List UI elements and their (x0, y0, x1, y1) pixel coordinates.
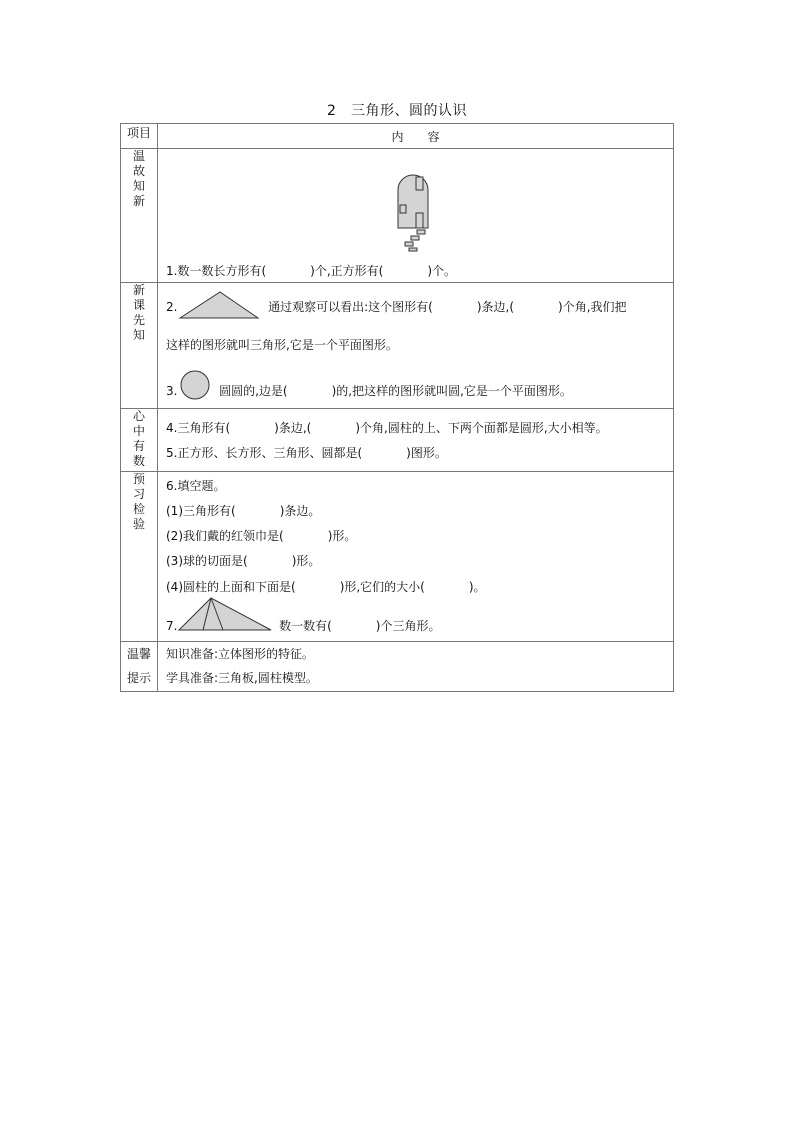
label-new-text: 新课先知 (132, 283, 145, 342)
label-new (121, 283, 158, 409)
label-preview-text: 预习检验 (132, 472, 145, 531)
label-tips-line1: 温馨 (126, 647, 151, 661)
content-tips (158, 642, 674, 692)
question-6-2: (2)我们戴的红领巾是( )形。 (166, 529, 357, 543)
label-preview (121, 472, 158, 642)
label-review (121, 149, 158, 283)
label-heart (121, 409, 158, 472)
header-row (121, 124, 674, 149)
question-1: 1.数一数长方形有( )个,正方形有( )个。 (166, 264, 457, 278)
label-review-text: 温故知新 (132, 149, 145, 208)
content-preview (158, 472, 674, 642)
question-5: 5.正方形、长方形、三角形、圆都是( )图形。 (166, 446, 447, 460)
multi-triangle-figure (177, 596, 273, 632)
question-6: 6.填空题。 (166, 479, 226, 493)
tip-knowledge: 知识准备:立体图形的特征。 (166, 647, 315, 661)
label-heart-text: 心中有数 (132, 409, 145, 468)
question-2-continued: 这样的图形就叫三角形,它是一个平面图形。 (166, 338, 398, 352)
label-tips (121, 642, 158, 692)
content-new (158, 283, 674, 409)
question-2: 2. 通过观察可以看出:这个图形有( )条边,( )个角,我们把 (158, 295, 627, 319)
house-figure (396, 174, 432, 252)
label-tips-line2: 提示 (126, 671, 151, 685)
row-review (121, 149, 674, 283)
question-6-3: (3)球的切面是( )形。 (166, 554, 321, 568)
content-review (158, 149, 674, 283)
row-heart (121, 409, 674, 472)
row-new (121, 283, 674, 409)
triangle-figure (178, 290, 260, 320)
worksheet-table (120, 123, 674, 692)
header-item: 项目 (121, 124, 158, 149)
question-3: 3. 圆圆的,边是( )的,把这样的图形就叫圆,它是一个平面图形。 (158, 379, 572, 403)
row-tips (121, 642, 674, 692)
content-heart (158, 409, 674, 472)
page-title: 2 三角形、圆的认识 (327, 103, 467, 119)
circle-figure (179, 369, 211, 401)
tip-tools: 学具准备:三角板,圆柱模型。 (166, 671, 318, 685)
question-6-4: (4)圆柱的上面和下面是( )形,它们的大小( )。 (166, 580, 486, 594)
question-4: 4.三角形有( )条边,( )个角,圆柱的上、下两个面都是圆形,大小相等。 (166, 421, 608, 435)
question-7: 7. 数一数有( )个三角形。 (158, 614, 440, 638)
question-6-1: (1)三角形有( )条边。 (166, 504, 321, 518)
row-preview (121, 472, 674, 642)
header-content: 内 容 (158, 124, 674, 149)
